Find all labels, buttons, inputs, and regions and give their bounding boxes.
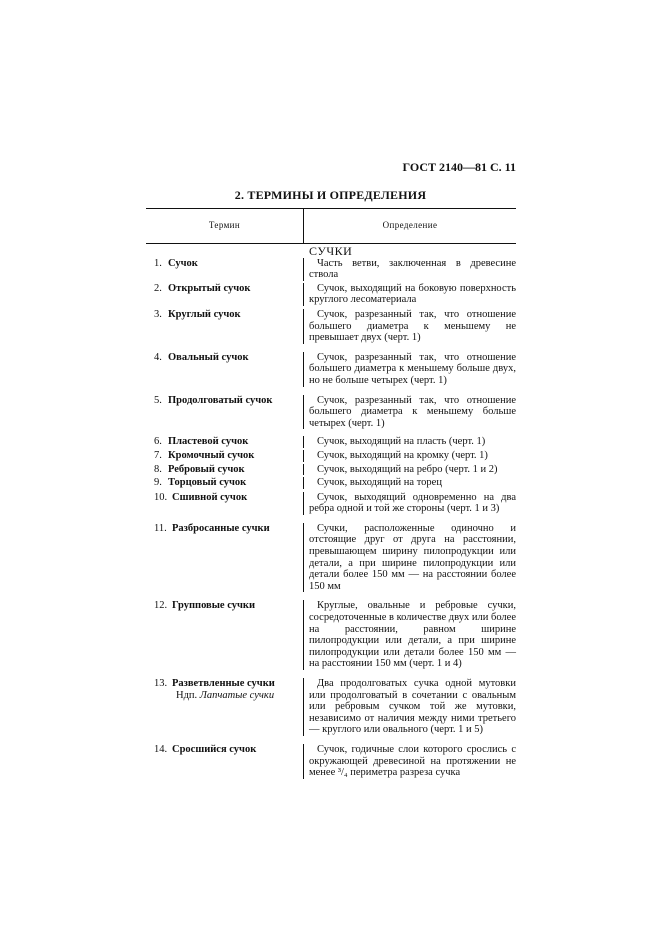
term-number: 7.: [154, 449, 162, 461]
term-number: 1.: [154, 257, 162, 269]
table-row: [146, 351, 516, 394]
table-row: [146, 436, 516, 450]
term-name: Разбросанные сучки: [172, 522, 270, 534]
term-name: Продолговатый сучок: [168, 394, 273, 406]
term-name: Кромочный сучок: [168, 449, 255, 461]
term-name: Открытый сучок: [168, 282, 251, 294]
term-number: 14.: [154, 743, 168, 755]
table-header-row: [146, 209, 516, 244]
table-row: [146, 599, 516, 677]
term-number: 10.: [154, 491, 168, 503]
term-definition: Сучок, выходящий на торец: [303, 477, 516, 489]
table-row: [146, 477, 516, 491]
term-number: 3.: [154, 308, 162, 320]
term-definition: Два продолговатых сучка одной мутовки или продолговатый в сочетании с овальным или ребровым сучком той же мутовки, независимо от наличия между ними третьего — круглого или овального (черт. 1 и 5): [303, 678, 516, 736]
term-definition: Часть ветви, заключенная в древесине ствола: [303, 258, 516, 281]
term-number: 4.: [154, 351, 162, 363]
group-row: [146, 244, 516, 258]
term-name: Групповые сучки: [172, 600, 256, 612]
term-definition: Сучок, годичные слои которого срослись с окружающей древесиной на протяжении не менее ³/₄ периметра разреза сучка: [303, 744, 516, 779]
section-title: 2. ТЕРМИНЫ И ОПРЕДЕЛЕНИЯ: [234, 188, 427, 202]
column-header-definition-label: Определение: [382, 220, 438, 231]
table-row: [146, 677, 516, 743]
table-row: [146, 258, 516, 283]
term-definition: Круглые, овальные и ребровые сучки, сосредоточенные в количестве двух или более на расстоянии, равном ширине пилопродукции или детали, а при ширине пилопродукции или детали более 150 мм — на расстоянии 150 мм (черт. 1 и 4): [303, 600, 516, 670]
table-row: [146, 450, 516, 464]
table-row: [146, 394, 516, 437]
term-number: 9.: [154, 477, 162, 489]
term-definition: Сучок, выходящий на боковую поверхность круглого лесоматериала: [303, 283, 516, 306]
column-header-definition: [303, 209, 516, 243]
deprecated-term: [154, 690, 303, 702]
terms-table: [146, 208, 516, 786]
term-definition: Сучок, выходящий на ребро (черт. 1 и 2): [303, 464, 516, 476]
column-header-term: Термин: [208, 220, 241, 231]
term-definition: Сучки, расположенные одиночно и отстоящие друг от друга на расстоянии, превышающем ширину пилопродукции или детали, а при ширине пилопродукции или детали более 150 мм — на расстоянии более 150 мм: [303, 523, 516, 593]
term-definition: Сучок, разрезанный так, что отношение большего диаметра к меньшему больше четырех (черт. 1): [303, 395, 516, 430]
table-row: [146, 308, 516, 351]
term-name: Сшивной сучок: [172, 491, 248, 503]
term-name: Ребровый сучок: [168, 463, 245, 475]
table-row: [146, 522, 516, 600]
table-row: [146, 743, 516, 786]
term-name: Сросшийся сучок: [172, 743, 257, 755]
term-definition: Сучок, выходящий на кромку (черт. 1): [303, 450, 516, 462]
term-number: 6.: [154, 436, 162, 448]
term-name: Разветвленные сучки: [172, 678, 275, 689]
term-definition: Сучок, разрезанный так, что отношение большего диаметра к меньшему больше двух, но не больше четырех (черт. 1): [303, 352, 516, 387]
term-name: Сучок: [168, 257, 198, 269]
term-definition: Сучок, выходящий на пласть (черт. 1): [303, 436, 516, 448]
term-definition: Сучок, выходящий одновременно на два ребра одной и той же стороны (черт. 1 и 3): [303, 492, 516, 515]
ndp-term: Лапчатые сучки: [199, 689, 275, 701]
term-number: 13.: [154, 678, 168, 689]
group-title: СУЧКИ: [309, 244, 353, 258]
table-row: [146, 283, 516, 308]
term-number: 11.: [154, 522, 167, 534]
document-header: ГОСТ 2140—81 С. 11: [402, 160, 516, 174]
term-number: 5.: [154, 394, 162, 406]
term-name: Овальный сучок: [168, 351, 249, 363]
term-definition: Сучок, разрезанный так, что отношение большего диаметра к меньшему не превышает двух (черт. 1): [303, 309, 516, 344]
table-row: [146, 491, 516, 522]
term-number: 8.: [154, 463, 162, 475]
term-name: Пластевой сучок: [168, 436, 249, 448]
term-number: 12.: [154, 600, 168, 612]
term-name: Круглый сучок: [168, 308, 241, 320]
term-name: Торцовый сучок: [168, 477, 247, 489]
ndp-prefix: Ндп.: [176, 689, 198, 701]
term-number: 2.: [154, 282, 162, 294]
table-row: [146, 464, 516, 478]
